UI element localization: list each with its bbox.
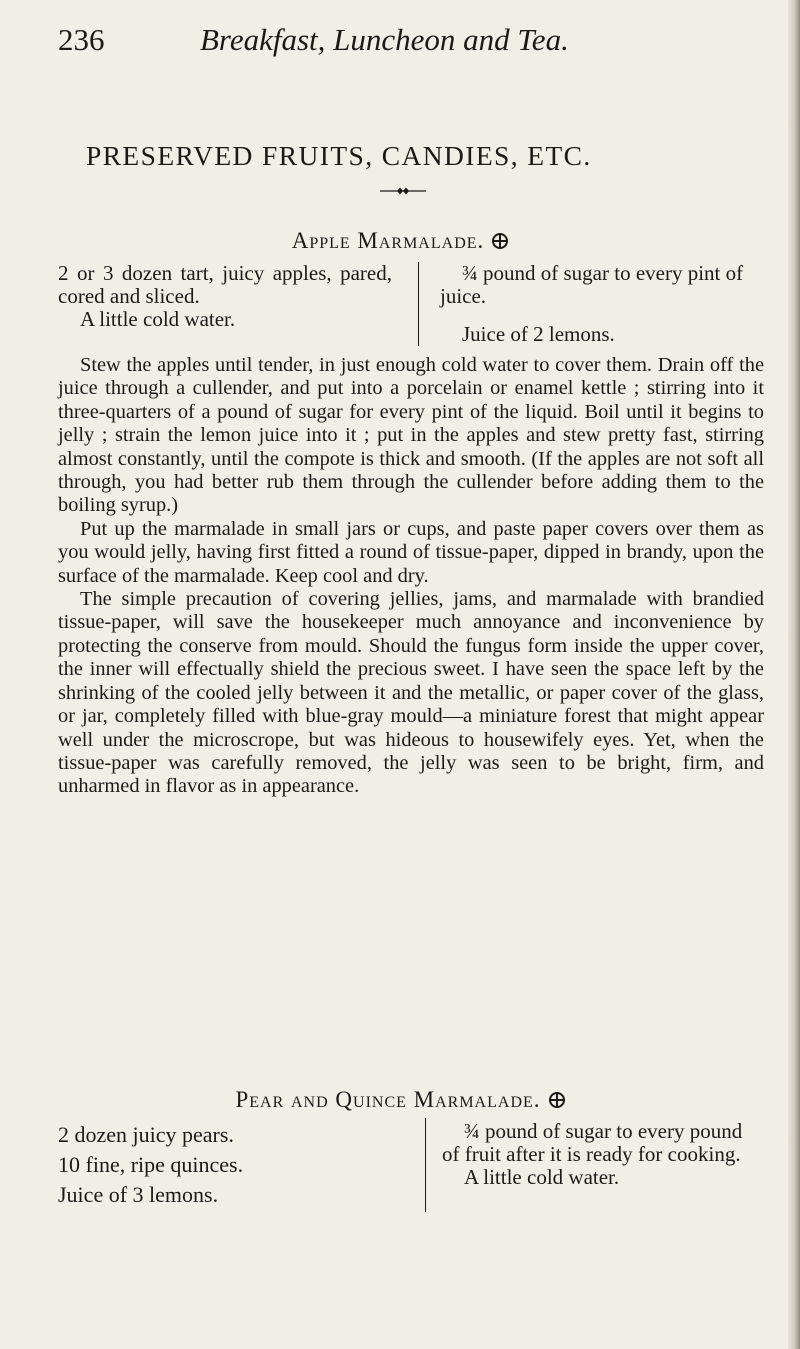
page-number: 236 bbox=[58, 22, 105, 57]
ingredient: ¾ pound of sugar to every pint of juice. bbox=[440, 261, 744, 308]
recipe-title-apple-marmalade bbox=[0, 228, 800, 254]
chapter-title: PRESERVED FRUITS, CANDIES, ETC. bbox=[86, 140, 592, 171]
column-rule bbox=[425, 1118, 426, 1212]
ingredients-right bbox=[440, 262, 750, 346]
ingredient: 2 or 3 dozen tart, juicy apples, pared, cored and sliced. bbox=[58, 261, 392, 308]
ingredient: 2 dozen juicy pears. bbox=[58, 1122, 234, 1147]
diamond-rule-ornament bbox=[380, 186, 426, 196]
ingredient: 10 fine, ripe quinces. bbox=[58, 1152, 244, 1177]
paragraph: Stew the apples until tender, in just enough cold water to cover them. Drain off the juice through a cullender, and put into a porcelain or enamel kettle ; stirring into it three-quarters of a pound of sugar for every pint of the liquid. Boil until it begins to jelly ; strain the lemon juice into it ; put in the apples and stew pretty fast, stirring almost constantly, until the compote is thick and smooth. (If the apples are not soft all through, you had better rub them through the cullender before adding them to the boiling syrup.) bbox=[58, 354, 764, 517]
ingredients-left bbox=[58, 1120, 408, 1210]
ingredient: Juice of 3 lemons. bbox=[58, 1182, 219, 1207]
page-header bbox=[58, 22, 758, 72]
circle-cross-icon bbox=[549, 1092, 565, 1108]
ingredient: Juice of 2 lemons. bbox=[462, 322, 615, 346]
ingredients-left bbox=[58, 262, 392, 331]
paragraph: The simple precaution of covering jellies, jams, and marmalade with brandied tissue-paper, will save the housekeeper much annoyance and inconvenience by protecting the conserve from mould. Should the fungus form inside the upper cover, the inner will effectually shield the precious sweet. I have seen the space left by the shrinking of the cooled jelly between it and the metallic, or paper cover of the glass, or jar, completely filled with blue-gray mould—a miniature forest that might appear well under the microscrope, but was hideous to housewifely eyes. Yet, when the tissue-paper was carefully removed, the jelly was seen to be bright, firm, and unharmed in flavor as in appearance. bbox=[58, 588, 764, 798]
page-edge bbox=[788, 0, 800, 1349]
recipe-title-text: Pear and Quince Marmalade. bbox=[235, 1087, 541, 1112]
running-title: Breakfast, Luncheon and Tea. bbox=[200, 22, 569, 57]
recipe-body bbox=[58, 354, 764, 799]
recipe-title-pear-quince-marmalade bbox=[0, 1087, 800, 1113]
ingredient: A little cold water. bbox=[80, 307, 236, 331]
ingredient: ¾ pound of sugar to every pound of fruit after it is ready for cooking. bbox=[442, 1119, 743, 1166]
recipe-title-text: Apple Marmalade. bbox=[291, 228, 485, 253]
circle-cross-icon bbox=[492, 233, 508, 249]
ingredient: A little cold water. bbox=[464, 1165, 620, 1189]
column-rule bbox=[418, 262, 419, 346]
paragraph: Put up the marmalade in small jars or cups, and paste paper covers over them as you would jelly, having first fitted a round of tissue-paper, dipped in brandy, upon the surface of the marmalade. Keep cool and dry. bbox=[58, 517, 764, 587]
ingredients-right bbox=[442, 1120, 752, 1189]
